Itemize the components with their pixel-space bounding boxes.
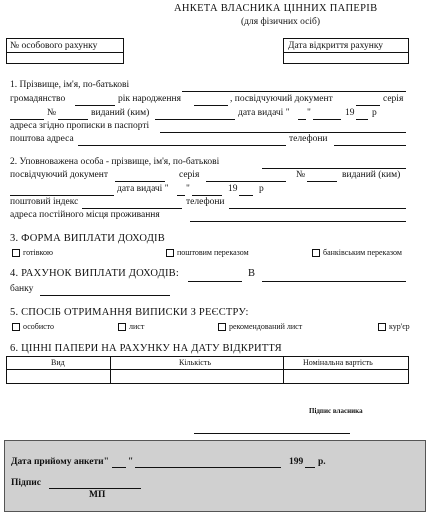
s4-account-field[interactable] (188, 281, 242, 282)
s6-cell-type[interactable] (7, 370, 110, 383)
s1-issue-century: 19 (345, 108, 355, 118)
s1-number-label: № (47, 108, 57, 118)
s6-title: 6. ЦІННІ ПАПЕРИ НА РАХУНКУ НА ДАТУ ВІДКРИТТЯ (10, 343, 282, 354)
s2-proxy-name-field[interactable] (262, 168, 406, 169)
s2-postcode-label: поштовий індекс (10, 197, 79, 207)
s1-id-document-label: , посвідчуючий документ (230, 94, 333, 104)
s5-letter-checkbox[interactable] (118, 323, 126, 331)
s1-full-name-label: 1. Прізвище, ім'я, по-батькові (10, 80, 130, 90)
office-use-panel (4, 440, 426, 512)
s1-registration-label: адреса згідно прописки в паспорті (10, 121, 150, 131)
receipt-year-field[interactable] (305, 467, 315, 468)
s1-postal-address-label: поштова адреса (10, 134, 74, 144)
s2-series-label: серія (179, 170, 200, 180)
receipt-date-quote: " (128, 457, 134, 467)
owner-signature-label: Підпис власника (309, 407, 363, 415)
s4-in-label: В (248, 268, 256, 279)
s1-number-field[interactable] (58, 119, 88, 120)
s5-title: 5. СПОСІБ ОТРИМАННЯ ВИПИСКИ З РЕЄСТРУ: (10, 307, 249, 318)
s1-id-document-field[interactable] (356, 105, 380, 106)
s2-series-field[interactable] (206, 181, 286, 182)
s2-issue-month-field[interactable] (192, 195, 222, 196)
s1-registration-field[interactable] (160, 132, 406, 133)
s2-postcode-field[interactable] (82, 208, 182, 209)
s2-residence-label: адреса постійного місця проживання (10, 210, 160, 220)
form-subtitle: (для фізичних осіб) (241, 17, 321, 27)
s5-personal-checkbox[interactable] (12, 323, 20, 331)
open-date-divider (284, 52, 408, 53)
s3-bank-label: банківським переказом (323, 248, 402, 257)
s2-issue-century: 19 (228, 184, 238, 194)
s1-phones-label: телефони (289, 134, 328, 144)
s3-bank-checkbox[interactable] (312, 249, 320, 257)
s4-bank-field[interactable] (40, 295, 170, 296)
s4-bank-name-field[interactable] (262, 281, 406, 282)
account-number-label: № особового рахунку (10, 41, 98, 51)
s3-postal-checkbox[interactable] (166, 249, 174, 257)
s5-registered-label: рекомендований лист (229, 322, 303, 331)
s3-cash-label: готівкою (23, 248, 53, 257)
s2-id-document-field[interactable] (115, 181, 165, 182)
s3-cash-checkbox[interactable] (12, 249, 20, 257)
receipt-day-field[interactable] (112, 467, 126, 468)
s5-letter-label: лист (129, 322, 145, 331)
s1-birth-year-field[interactable] (194, 105, 228, 106)
s2-proxy-name-label: 2. Уповноважена особа - прізвище, ім'я, по-батькові (10, 157, 220, 167)
open-date-label: Дата відкриття рахунку (288, 41, 384, 51)
s3-postal-label: поштовим переказом (177, 248, 249, 257)
s2-issue-year-suffix: р (259, 184, 264, 194)
s1-citizenship-field[interactable] (75, 105, 115, 106)
s1-issue-month-field[interactable] (313, 119, 341, 120)
s1-full-name-field[interactable] (182, 91, 406, 92)
s1-birth-year-label: рік народження (118, 94, 181, 104)
s2-id-document-label: посвідчуючий документ (10, 170, 108, 180)
s6-securities-table (6, 356, 409, 384)
s1-issue-day-field[interactable] (298, 119, 306, 120)
receipt-year-suffix: р. (318, 457, 326, 467)
s5-registered-checkbox[interactable] (218, 323, 226, 331)
s2-issue-date-label: дата видачі " (117, 184, 169, 194)
s1-issue-quote: " (307, 108, 311, 118)
s1-citizenship-label: громадянство (10, 94, 66, 104)
s2-issued-by-field[interactable] (10, 195, 114, 196)
s4-title: 4. РАХУНОК ВИПЛАТИ ДОХОДІВ: (10, 268, 179, 279)
s3-title: 3. ФОРМА ВИПЛАТИ ДОХОДІВ (10, 233, 165, 244)
s2-issued-by-label: виданий (ким) (342, 170, 401, 180)
s2-phones-label: телефони (186, 197, 225, 207)
s1-series-field[interactable] (10, 119, 44, 120)
s2-number-field[interactable] (307, 181, 337, 182)
s1-issue-year-field[interactable] (356, 119, 368, 120)
s1-issued-by-field[interactable] (155, 119, 235, 120)
s6-col-quantity: Кількість (179, 358, 212, 367)
s1-postal-address-field[interactable] (78, 145, 286, 146)
s6-cell-quantity[interactable] (111, 370, 283, 383)
receipt-year: 199 (289, 457, 304, 467)
open-date-box[interactable] (283, 38, 409, 64)
s2-issue-quote: " (186, 184, 190, 194)
s6-col-nominal: Номінальна вартість (303, 358, 373, 367)
s2-residence-field[interactable] (190, 221, 406, 222)
s2-phones-field[interactable] (229, 208, 406, 209)
stamp-label: МП (89, 490, 106, 500)
s1-issued-by-label: виданий (ким) (91, 108, 150, 118)
s2-issue-year-field[interactable] (239, 195, 253, 196)
s1-series-label: серія (383, 94, 404, 104)
s5-courier-checkbox[interactable] (378, 323, 386, 331)
s6-col-type: Вид (51, 358, 65, 367)
s6-cell-nominal[interactable] (284, 370, 408, 383)
receipt-month-field[interactable] (135, 467, 281, 468)
clerk-signature-label: Підпис (11, 478, 41, 488)
owner-signature-field[interactable] (194, 433, 350, 434)
s1-issue-year-suffix: р (372, 108, 377, 118)
form-title: АНКЕТА ВЛАСНИКА ЦІННИХ ПАПЕРІВ (174, 3, 378, 14)
s2-number-label: № (296, 170, 306, 180)
s4-bank-label: банку (10, 284, 34, 294)
clerk-signature-field[interactable] (49, 488, 141, 489)
account-number-box[interactable] (6, 38, 124, 64)
s5-personal-label: особисто (23, 322, 55, 331)
s2-issue-day-field[interactable] (177, 195, 185, 196)
s1-issue-date-label: дата видачі " (238, 108, 290, 118)
receipt-date-label: Дата прийому анкети" (11, 457, 109, 467)
account-number-divider (7, 52, 123, 53)
s1-phones-field[interactable] (334, 145, 406, 146)
s5-courier-label: кур'єр (389, 322, 410, 331)
